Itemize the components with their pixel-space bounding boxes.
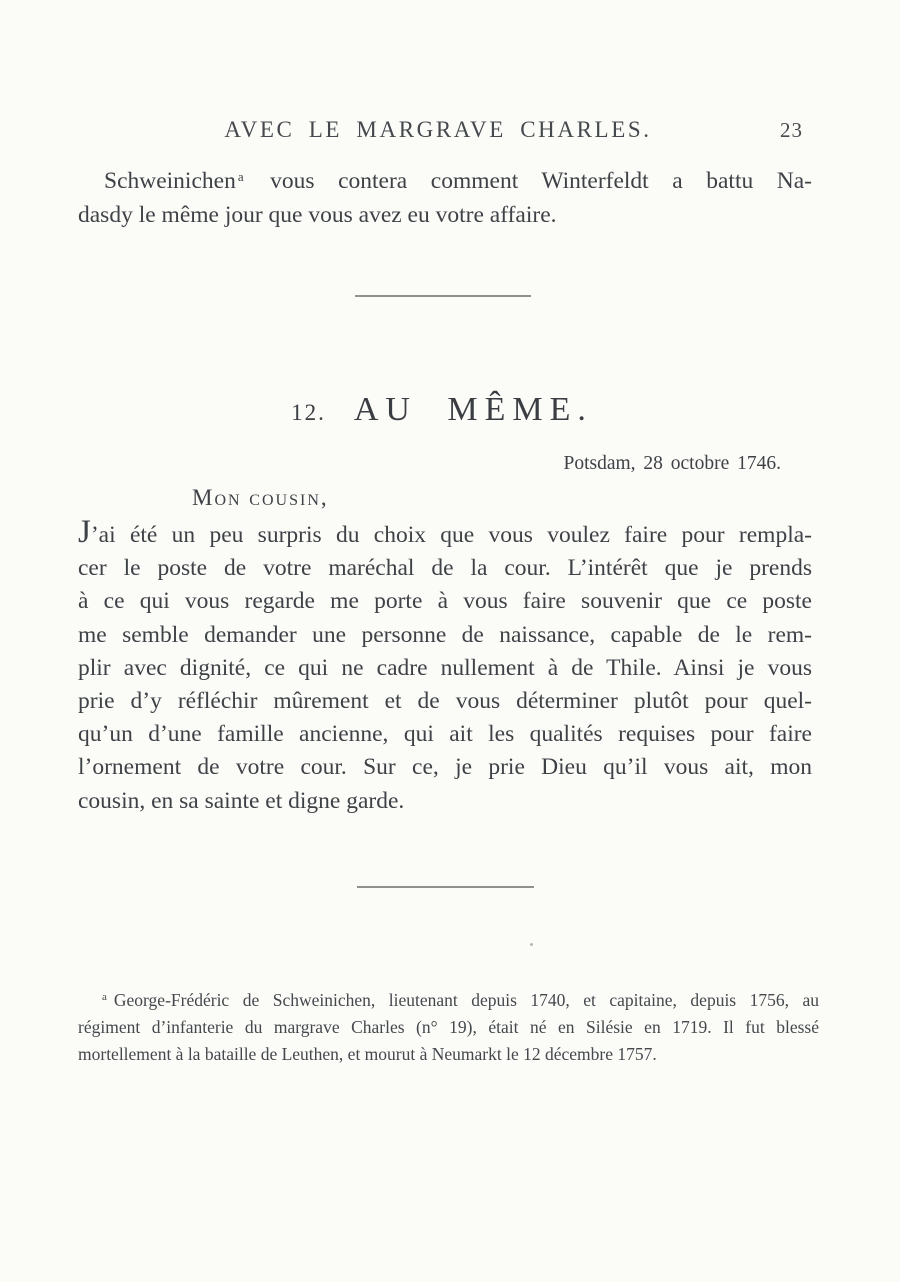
letter-line: me semble demander une personne de naissance, capable de le rem-: [78, 621, 812, 648]
letter-line: qu’un d’une famille ancienne, qui ait les qualités requises pour faire: [78, 721, 812, 748]
footnote-line-2: régiment d’infanterie du margrave Charles (n° 19), était né en Silésie en 1719. Il fut blessé: [78, 1017, 819, 1037]
footnote-marker: a: [102, 991, 107, 1003]
salutation: Mon cousin,: [192, 485, 329, 510]
intro-name: Schweinichen: [104, 168, 236, 194]
letter-line: prie d’y réfléchir mûrement et de vous déterminer plutôt pour quel-: [78, 688, 812, 715]
section-heading: [0, 391, 892, 429]
intro-line-2: dasdy le même jour que vous avez eu votre affaire.: [78, 202, 557, 228]
footnote-line-1: [78, 984, 819, 1014]
letter-line: l’ornement de votre cour. Sur ce, je prie Dieu qu’il vous ait, mon: [78, 754, 812, 781]
running-head: [0, 117, 900, 153]
intro-line-1: [78, 160, 812, 198]
drop-initial: J: [78, 514, 91, 550]
letter-line: plir avec dignité, ce qui ne cadre nullement à de Thile. Ainsi je vous: [78, 654, 812, 681]
footnote-line-3: mortellement à la bataille de Leuthen, et mourut à Neumarkt le 12 décembre 1757.: [78, 1044, 657, 1064]
letter-number: 12.: [291, 400, 326, 425]
footnote-reference-marker: a: [237, 169, 244, 184]
letter-line: [78, 514, 812, 552]
running-head-title: AVEC LE MARGRAVE CHARLES.: [224, 117, 652, 142]
page-number: 23: [780, 118, 803, 142]
footnote-line-1-text: George-Frédéric de Schweinichen, lieutenant depuis 1740, et capitaine, depuis 1756, au: [113, 990, 819, 1010]
letter-line-1-rest: ’ai été un peu surpris du choix que vous voulez faire pour rempla-: [90, 522, 812, 548]
letter-body: [78, 514, 812, 818]
footnote-separator-rule: [357, 886, 534, 888]
letter-line: cer le poste de votre maréchal de la cour. L’intérêt que je prends: [78, 555, 812, 582]
intro-paragraph: [78, 160, 812, 232]
dateline: Potsdam, 28 octobre 1746.: [563, 453, 781, 474]
section-separator-rule: [355, 295, 531, 297]
letter-line: cousin, en sa sainte et digne garde.: [78, 787, 405, 814]
letter-title: AU MÊME.: [353, 391, 593, 428]
letter-line: à ce qui vous regarde me porte à vous faire souvenir que ce poste: [78, 588, 812, 615]
intro-line-1-rest: vous contera comment Winterfeldt a battu Na-: [270, 168, 812, 194]
scan-speck: [530, 943, 533, 946]
footnote: [78, 984, 819, 1068]
